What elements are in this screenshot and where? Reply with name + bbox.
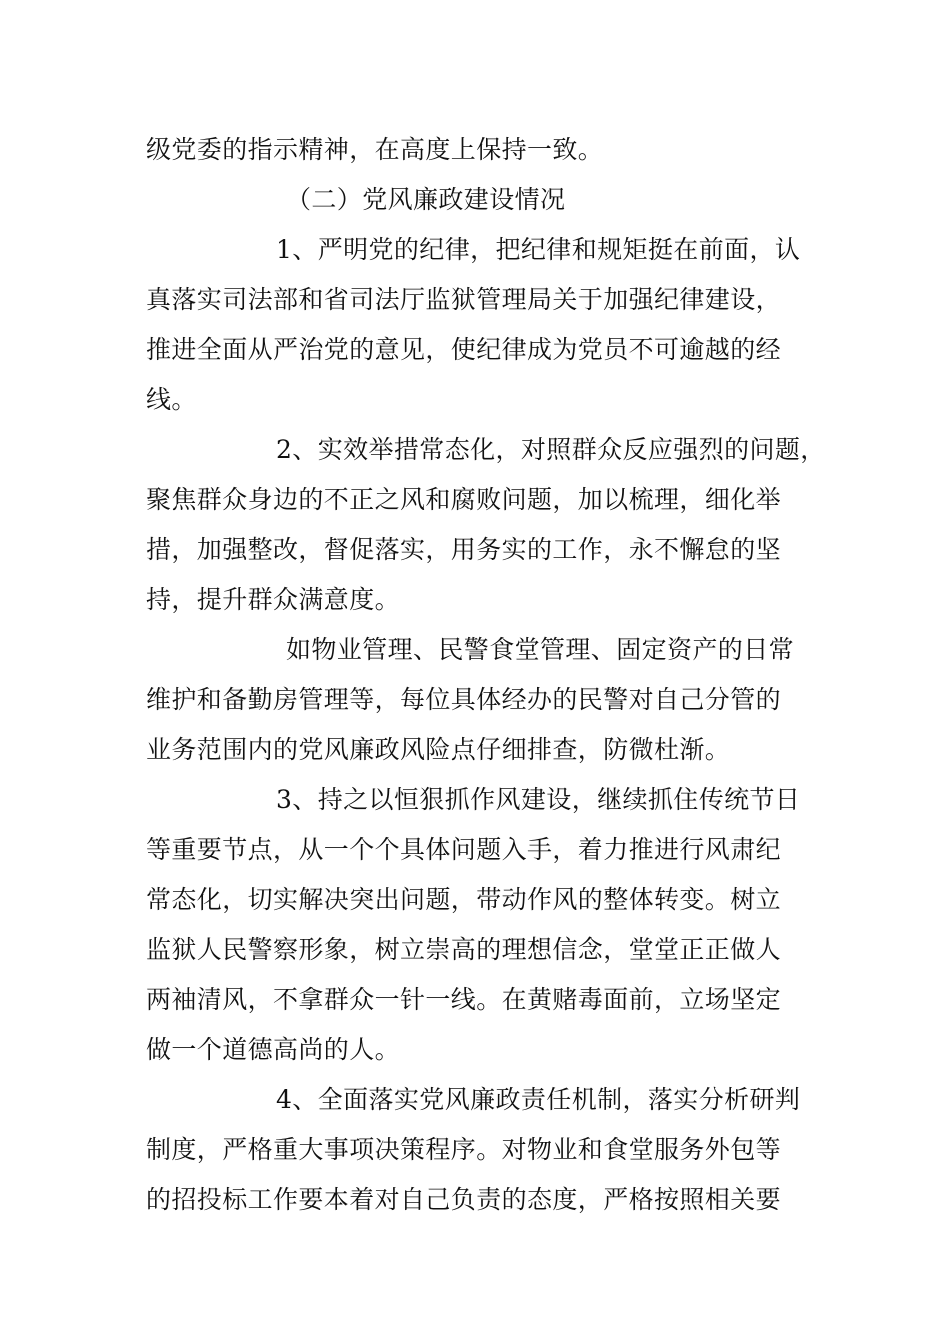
text-line: 2、实效举措常态化，对照群众反应强烈的问题，	[276, 435, 826, 464]
text-line: 业务范围内的党风廉政风险点仔细排查，防微杜渐。	[146, 735, 731, 764]
text-line: 持，提升群众满意度。	[146, 585, 401, 614]
text-line: 制度，严格重大事项决策程序。对物业和食堂服务外包等	[146, 1135, 782, 1164]
text-line: 措，加强整改，督促落实，用务实的工作，永不懈怠的坚	[146, 535, 782, 564]
text-line: 推进全面从严治党的意见，使纪律成为党员不可逾越的经	[146, 335, 782, 364]
section-heading: （二）党风廉政建设情况	[286, 185, 566, 214]
text-line: 真落实司法部和省司法厅监狱管理局关于加强纪律建设，	[146, 285, 782, 314]
text-line: 常态化，切实解决突出问题，带动作风的整体转变。树立	[146, 885, 782, 914]
text-line: 等重要节点，从一个个具体问题入手，着力推进行风肃纪	[146, 835, 782, 864]
text-line: 维护和备勤房管理等，每位具体经办的民警对自己分管的	[146, 685, 782, 714]
text-line: 级党委的指示精神，在高度上保持一致。	[146, 135, 604, 164]
text-line: 聚焦群众身边的不正之风和腐败问题，加以梳理，细化举	[146, 485, 782, 514]
text-line: 3、持之以恒狠抓作风建设，继续抓住传统节日	[276, 785, 801, 814]
text-line: 监狱人民警察形象，树立崇高的理想信念，堂堂正正做人	[146, 935, 782, 964]
text-line: 4、全面落实党风廉政责任机制，落实分析研判	[276, 1085, 801, 1114]
text-line: 两袖清风，不拿群众一针一线。在黄赌毒面前，立场坚定	[146, 985, 782, 1014]
text-line: 如物业管理、民警食堂管理、固定资产的日常	[286, 635, 795, 664]
text-line: 1、严明党的纪律，把纪律和规矩挺在前面，认	[276, 235, 801, 264]
text-line: 的招投标工作要本着对自己负责的态度，严格按照相关要	[146, 1185, 782, 1214]
text-line: 做一个道德高尚的人。	[146, 1035, 401, 1064]
text-line: 线。	[146, 385, 197, 414]
